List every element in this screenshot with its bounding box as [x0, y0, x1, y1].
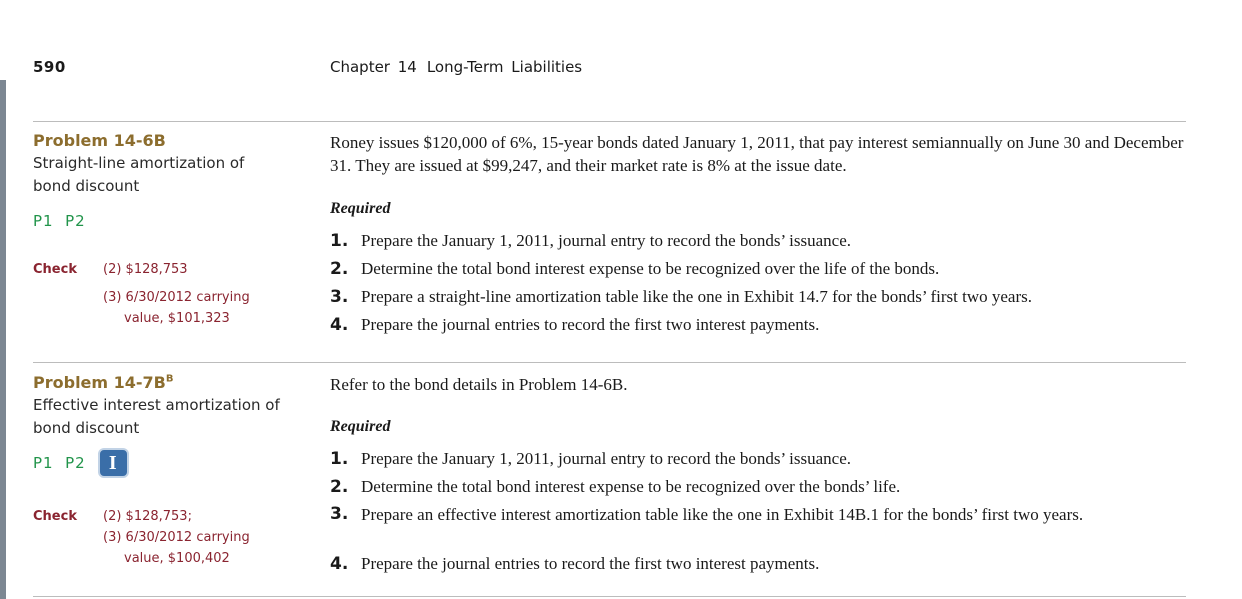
section-rule [33, 596, 1186, 597]
check-value: (3) 6/30/2012 carrying [103, 290, 250, 305]
list-item: 1. Prepare the January 1, 2011, journal entry to record the bonds’ issuance. [330, 231, 852, 251]
check-label: Check [33, 262, 77, 277]
list-item: 2. Determine the total bond interest expense to be recognized over the bonds’ life. [330, 477, 901, 497]
chapter-title: Long-Term Liabilities [426, 58, 583, 76]
problem-subtitle-line: bond discount [33, 177, 140, 195]
list-item: 2. Determine the total bond interest expense to be recognized over the life of the bonds. [330, 259, 940, 279]
check-value: value, $100,402 [124, 551, 230, 566]
check-figures [33, 259, 250, 330]
section-rule [33, 362, 1186, 363]
problem-title: Problem $14-7B^B$ [33, 373, 174, 392]
check-value: (2) $128,753 [103, 262, 188, 277]
page-binding-edge [0, 80, 6, 599]
page-number: 590 [33, 58, 66, 76]
learning-objectives [33, 448, 280, 478]
list-item: 4. Prepare the journal entries to record the first two interest payments. [330, 554, 820, 574]
required-heading: Required [330, 418, 391, 435]
problem-header [33, 373, 280, 478]
learning-objectives [33, 212, 244, 230]
problem-subtitle [33, 394, 280, 440]
check-value: value, $101,323 [124, 311, 230, 326]
list-item: 1. Prepare the January 1, 2011, journal entry to record the bonds’ issuance. [330, 449, 852, 469]
problem-subtitle-line: bond discount [33, 419, 140, 437]
requirements-list [330, 449, 1200, 582]
problem-subtitle [33, 152, 244, 198]
running-head [330, 58, 582, 76]
requirements-list [330, 231, 1200, 343]
list-item: 3. Prepare an effective interest amortization table like the one in Exhibit 14B.1 for the bonds’ first two years. [330, 504, 1084, 524]
section-rule [33, 121, 1186, 122]
problem-subtitle-line: Effective interest amortization of [33, 396, 280, 414]
objective-codes: P1 P2 [33, 454, 86, 472]
problem-subtitle-line: Straight-line amortization of [33, 154, 245, 172]
chapter-label: Chapter 14 [330, 58, 417, 76]
objective-codes: P1 P2 [33, 212, 86, 230]
problem-body: Roney issues $120,000 of 6%, 15-year bonds dated January 1, 2011, that pay interest semiannually on June 30 and December 31. They are issued at $99,247, and their market rate is 8% at the issue date. [330, 133, 1184, 175]
problem-header [33, 131, 244, 230]
required-heading: Required [330, 200, 391, 217]
check-figures [33, 506, 250, 570]
problem-body: Refer to the bond details in Problem 14-6B. [330, 375, 628, 394]
check-value: (2) $128,753; [103, 509, 192, 524]
problem-title: Problem 14-6B [33, 131, 166, 150]
check-value: (3) 6/30/2012 carrying [103, 530, 250, 545]
info-icon[interactable]: I [98, 448, 129, 478]
list-item: 3. Prepare a straight-line amortization table like the one in Exhibit 14.7 for the bonds’ first two years. [330, 287, 1032, 307]
check-label: Check [33, 509, 77, 524]
list-item: 4. Prepare the journal entries to record the first two interest payments. [330, 315, 820, 335]
